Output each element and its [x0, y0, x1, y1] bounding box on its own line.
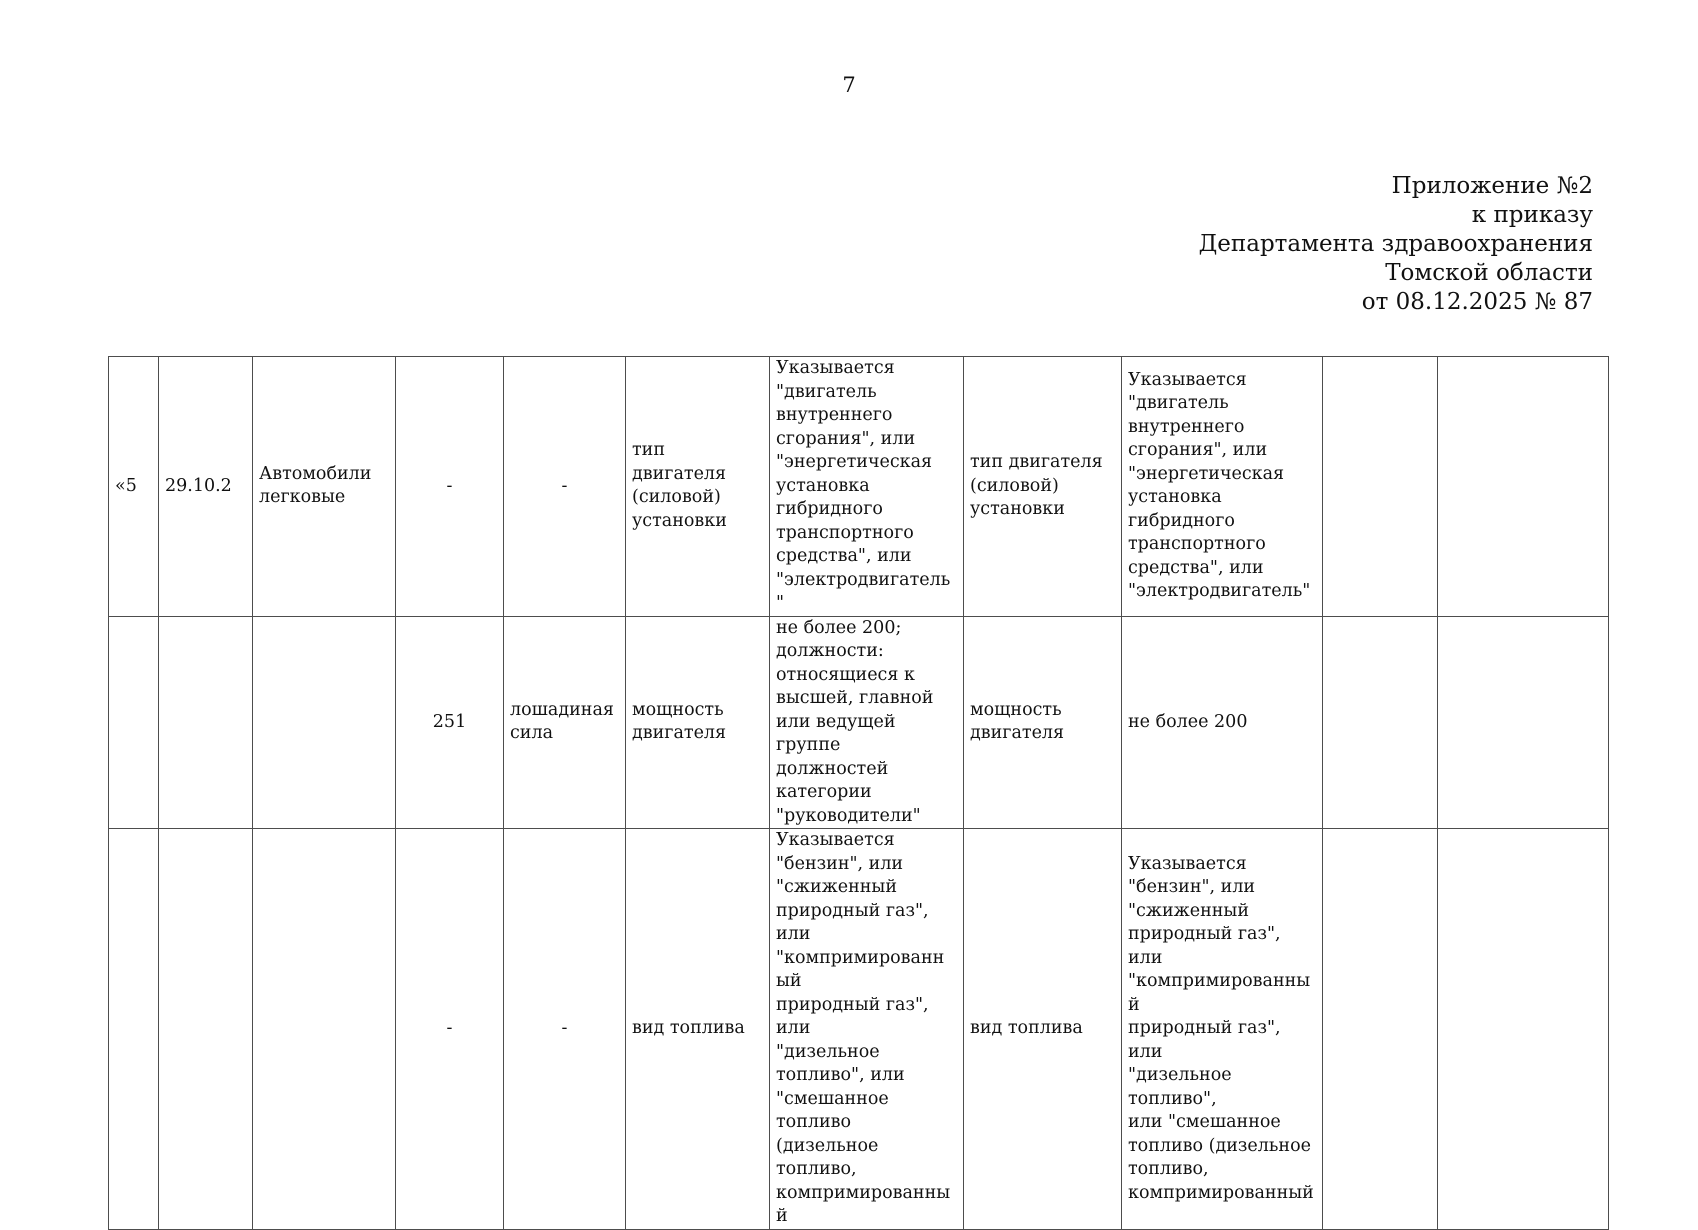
table-cell [964, 829, 1122, 1230]
characteristic-value: Указывается "двигатель внутреннего сгорания", или "энергетическая установка гибридного транспортного средства", или "электродвигатель" [776, 358, 951, 613]
table-cell [770, 829, 964, 1230]
unit-name: лошадиная сила [510, 699, 614, 744]
annex-order-ref: к приказу [1471, 202, 1593, 228]
characteristic-approved: мощность двигателя [970, 699, 1065, 744]
table-cell [109, 616, 159, 829]
table-cell [1438, 616, 1609, 829]
table-cell [1323, 829, 1438, 1230]
characteristic-value-approved: Указывается "бензин", или "сжиженный природный газ", или "компримированный природный газ", или "дизельное топливо", или "смешанное топливо (дизельное топливо, компримированный [1128, 853, 1314, 1203]
characteristic-approved: тип двигателя (силовой) установки [970, 452, 1103, 519]
table-row [109, 829, 1609, 1230]
table-cell [1323, 616, 1438, 829]
table-cell [253, 616, 396, 829]
characteristic-value: Указывается "бензин", или "сжиженный природный газ", или "компримированный природный газ", или "дизельное топливо", или "смешанное топливо (дизельное топливо, компримированный [776, 830, 951, 1226]
table-cell [159, 357, 253, 617]
table-cell [396, 829, 504, 1230]
unit-name: - [561, 1018, 568, 1038]
characteristic: мощность двигателя [632, 699, 727, 744]
characteristic: вид топлива [632, 1018, 745, 1038]
table-cell [504, 357, 626, 617]
characteristic-approved: вид топлива [970, 1018, 1083, 1038]
table-cell [626, 616, 770, 829]
annex-header [993, 172, 1593, 317]
annex-region: Томской области [1385, 260, 1593, 286]
okei-code: - [446, 475, 453, 496]
table-row [109, 357, 1609, 617]
table-cell [109, 357, 159, 617]
table-cell [396, 357, 504, 617]
table-cell [1438, 357, 1609, 617]
table-cell [109, 829, 159, 1230]
table-cell [159, 616, 253, 829]
row-number: «5 [115, 475, 137, 496]
table-cell [964, 357, 1122, 617]
table-cell [770, 616, 964, 829]
table-cell [626, 829, 770, 1230]
table-cell [396, 616, 504, 829]
table-cell [504, 829, 626, 1230]
table-cell [253, 829, 396, 1230]
table-cell [1438, 829, 1609, 1230]
annex-department: Департамента здравоохранения [1198, 231, 1593, 257]
product-name: Автомобили легковые [259, 463, 372, 508]
annex-title: Приложение №2 [1391, 173, 1593, 199]
table-cell [1122, 616, 1323, 829]
annex-date-number: от 08.12.2025 № 87 [1361, 289, 1593, 315]
characteristic-value-approved: не более 200 [1128, 711, 1248, 732]
table-row [109, 616, 1609, 829]
table-cell [504, 616, 626, 829]
table-cell [159, 829, 253, 1230]
characteristic-value: не более 200; должности: относящиеся к высшей, главной или ведущей группе должностей категории "руководители" [776, 617, 934, 826]
characteristic: тип двигателя (силовой) установки [632, 440, 727, 531]
characteristic-value-approved: Указывается "двигатель внутреннего сгорания", или "энергетическая установка гибридного транспортного средства", или "электродвигатель" [1128, 369, 1311, 602]
unit-name: - [561, 475, 568, 496]
page-number: 7 [842, 73, 856, 97]
table-cell [626, 357, 770, 617]
table-cell [770, 357, 964, 617]
okei-code: - [446, 1018, 453, 1038]
table-cell [253, 357, 396, 617]
table-cell [1323, 357, 1438, 617]
table-cell [1122, 829, 1323, 1230]
table-cell [964, 616, 1122, 829]
okei-code: 251 [432, 711, 467, 732]
table-cell [1122, 357, 1323, 617]
okpd-code: 29.10.2 [165, 475, 232, 496]
requirements-table [108, 356, 1609, 1230]
